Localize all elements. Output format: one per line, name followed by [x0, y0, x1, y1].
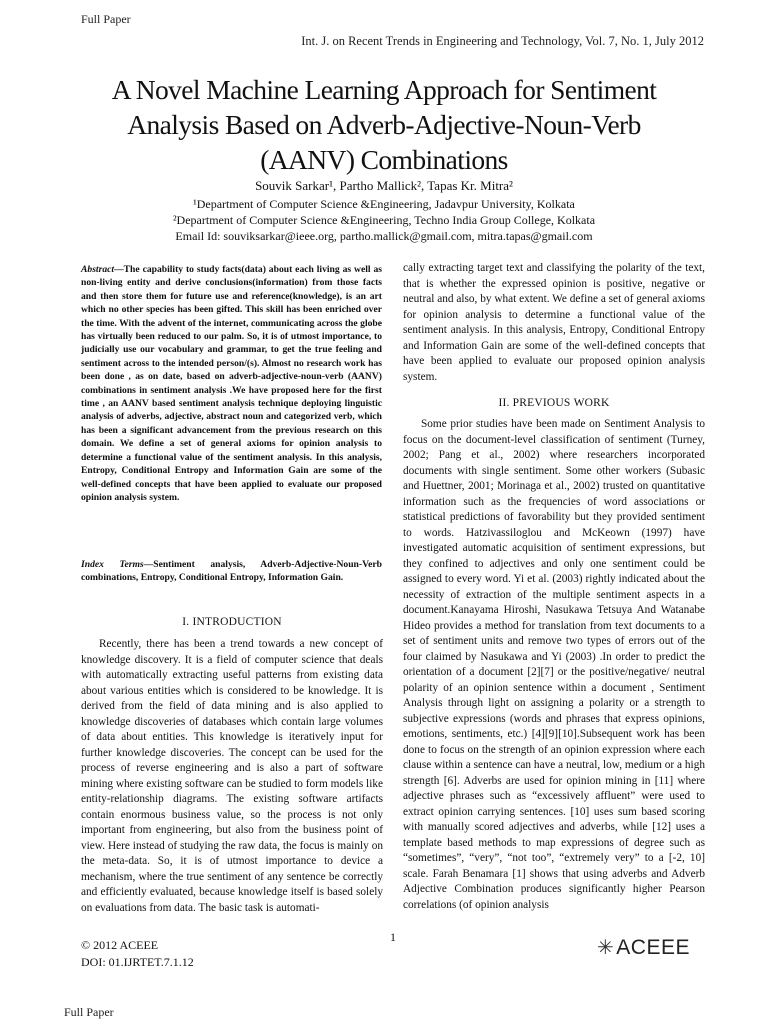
doi: DOI: 01.IJRTET.7.1.12 [81, 955, 194, 969]
page-number: 1 [390, 930, 396, 944]
introduction-continued [403, 261, 705, 385]
introduction-body [81, 637, 383, 916]
authors: Souvik Sarkar¹, Partho Mallick², Tapas Kr. Mitra² [255, 178, 513, 193]
affiliation-1: ¹Department of Computer Science &Engineering, Jadavpur University, Kolkata [193, 197, 575, 211]
logo-text: ACEEE [616, 936, 690, 959]
section-heading-introduction: I. INTRODUCTION [182, 616, 282, 628]
paper-title [60, 72, 708, 177]
paragraph: Some prior studies have been made on Sentiment Analysis to focus on the document-level classification of sentiment (Turney, 2002; Pang et al., 2002) where researchers incorporated documents with single sentiment. Some other workers (Subasic and Huettner, 2001; Morinaga et al., 2002) trusted on quantitative information such as the frequencies of word associations or statistical predictions of favorability but they provided sentiment to words. Hatzivassiloglou and McKeown (1997) have investigated automatic acquisition of sentiment expressions, but they confined to adjectives and only one sentiment could be assigned to every word. Yi et al. (2003) rightly indicated about the necessity of extraction of the multiple sentiment aspects in a document.Kanayama Hiroshi, Nasukawa Tetsuya And Watanabe Hideo provides a method for translation from text documents to a set of sentiment units and remove two types of errors out of the four claimed by Nasukawa and Yi (2003) .In order to predict the orientation of a document [2][7] or the positive/negative/ neutral polarity of an opinion sentence within a document , Sentiment Analysis through light on assigning a polarity or a strength to subjective expressions (words and phrases that express opinions, emotions, sentiments, etc.) [4][9][10].Subsequent work has been done to focus on the strength of an opinion expression where each clause within a sentence can have a neutral, low, medium or a high strength [6]. Adverbs are used for opinion mining in [11] where adjective phrases such as “excessively affluent” were used to extract opinion carrying sentences. [10] uses sum based scoring with manually scored adjectives and adverbs, while [12] uses a template based methods to map expressions of degree such as “sometimes”, “very”, “not too”, “extremely very” to a [-2, 10] scale. Farah Benamara [1] shows that using adverbs and Adverb Adjective Combination produces significantly higher Pearson correlations (of opinion analysis [403, 418, 705, 911]
abstract [81, 263, 382, 504]
abstract-lead: Abstract [81, 264, 115, 275]
index-terms-lead: Index Terms [81, 559, 144, 570]
index-terms-text: —Sentiment analysis, Adverb-Adjective-Noun-Verb combinations, Entropy, Conditional Entropy, Information Gain. [81, 559, 382, 584]
page-tag-top: Full Paper [81, 12, 131, 26]
title-line: (AANV) Combinations [260, 144, 508, 175]
page-tag-bottom: Full Paper [64, 1005, 114, 1019]
index-terms [81, 558, 382, 585]
email-line: Email Id: souviksarkar@ieee.org, partho.mallick@gmail.com, mitra.tapas@gmail.com [175, 229, 593, 243]
title-line: A Novel Machine Learning Approach for Sentiment [111, 74, 657, 105]
paragraph: cally extracting target text and classifying the polarity of the text, that is whether the expressed opinion is positive, negative or neutral and also, by what extent. We define a set of general axioms for opinion analysis to determine a functional value of the sentiment analysis. In this analysis, Entropy, Conditional Entropy and Information Gain are some of the well-defined concepts that have been applied to evaluate our proposed opinion analysis system. [403, 262, 705, 383]
footer-info [81, 937, 194, 971]
abstract-text: —The capability to study facts(data) about each living as well as non-living entity and derive conclusions(information) from those facts and then store them for future use and reference(knowledge), is an art which no other species has been gifted. This skill has been enriched over the time. With the advent of the internet, communicating across the globe has virtually been reduced to our palm. So, it is of utmost importance, to judicially use our vocabulary and grammar, to get the true feeling and sentiment across to the intended person/(s). Almost no research work has been done , as on date, based on adverb-adjective-noun-verb (AANV) combinations in sentiment analysis .We have proposed here for the first time , an AANV based sentiment analysis technique deploying linguistic analysis of adverbs, adjective, abstract noun and categorized verb, which has been a significant advancement from the previous research on this domain. We define a set of general axioms for opinion analysis to determine a functional value of the sentiment analysis. In this analysis, Entropy, Conditional Entropy and Information Gain are some of the well-defined concepts that have been applied to evaluate our proposed opinion analysis system. [81, 264, 382, 503]
star-burst-icon: ✳ [597, 937, 615, 959]
publisher-logo [597, 935, 690, 960]
affiliation-2: ²Department of Computer Science &Engineering, Techno India Group College, Kolkata [172, 213, 596, 227]
section-heading-previous-work: II. PREVIOUS WORK [498, 397, 610, 409]
copyright: © 2012 ACEEE [81, 938, 159, 952]
previous-work-body [403, 417, 705, 913]
title-line: Analysis Based on Adverb-Adjective-Noun-Verb [127, 109, 641, 140]
paragraph: Recently, there has been a trend towards a new concept of knowledge discovery. It is a field of computer science that deals with automatically extracting useful patterns from existing data about various entities which is considered to be knowledge. It is derived from the field of data mining and is also applied to knowledge discoveries of databases which contain large volumes of data about entities. This knowledge is iteratively input for further knowledge discoveries. The concept can be used for the process of reverse engineering and is also a part of software mining where existing software can be studied to form models like entity-relationship diagrams. The existing software artifacts contain enormous business value, so the process is not only important from engineering, but also from the business point of view. Here instead of studying the raw data, the focus is mainly on the meta-data. So, it is of utmost importance to device a mechanism, where the true sentiment of any sentence be correctly and efficiently evaluated, because knowledge itself is based solely on evaluations from data. The basic task is automati- [81, 638, 383, 914]
journal-citation: Int. J. on Recent Trends in Engineering and Technology, Vol. 7, No. 1, July 2012 [301, 34, 704, 48]
